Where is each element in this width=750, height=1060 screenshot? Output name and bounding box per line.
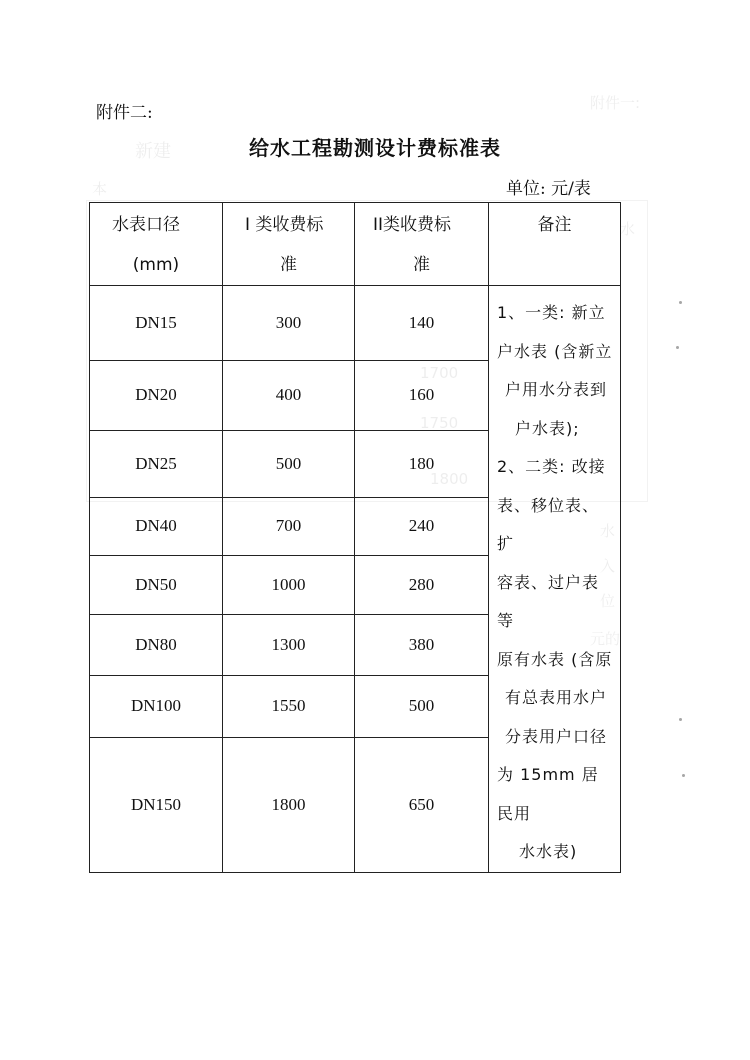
cell-diameter: DN50 (90, 556, 223, 615)
cell-class1-fee: 700 (223, 497, 355, 556)
header-class2-label-cont: 准 (413, 255, 430, 275)
bleed-through-mark: 1700 (420, 364, 459, 382)
cell-class2-fee: 380 (355, 614, 489, 675)
scan-speck (679, 301, 682, 304)
header-class2 (355, 203, 489, 286)
cell-class1-fee: 400 (223, 360, 355, 430)
cell-class2-fee: 240 (355, 497, 489, 556)
cell-diameter: DN20 (90, 360, 223, 430)
header-class1-label: I 类收费标 (245, 215, 324, 235)
bleed-through-mark: 1750 (420, 414, 459, 432)
header-class1-label-cont: 准 (280, 255, 297, 275)
cell-class2-fee: 160 (355, 360, 489, 430)
remarks-line: 水水表) (519, 842, 578, 861)
cell-class1-fee: 1550 (223, 675, 355, 737)
cell-class2-fee: 180 (355, 430, 489, 497)
remarks-cell (489, 286, 621, 873)
attachment-label: 附件二: (96, 103, 153, 123)
bleed-through-mark: 附件一: (590, 94, 641, 112)
cell-class1-fee: 300 (223, 286, 355, 361)
cell-class2-fee: 650 (355, 737, 489, 872)
remarks-line: 容表、过户表等 (497, 572, 600, 630)
fee-standard-table (89, 202, 621, 873)
cell-diameter: DN100 (90, 675, 223, 737)
cell-class2-fee: 140 (355, 286, 489, 361)
bleed-through-mark: 本 (92, 180, 108, 198)
cell-class2-fee: 500 (355, 675, 489, 737)
document-title: 给水工程勘测设计费标准表 (249, 136, 501, 160)
bleed-through-mark: 新建 (135, 141, 171, 162)
remarks-line: 表、移位表、扩 (497, 495, 600, 553)
cell-diameter: DN15 (90, 286, 223, 361)
bleed-through-mark: 1800 (430, 470, 469, 488)
header-class2-label: II类收费标 (373, 215, 452, 235)
bleed-through-mark: 元的 (590, 630, 621, 648)
remarks-line: 有总表用水户 (505, 688, 608, 707)
cell-class2-fee: 280 (355, 556, 489, 615)
unit-label: 单位: 元/表 (506, 179, 591, 199)
scan-speck (679, 718, 682, 721)
remarks-line: 1、一类: 新立 (497, 303, 606, 322)
table-row (90, 286, 621, 361)
cell-diameter: DN150 (90, 737, 223, 872)
table-header-row (90, 203, 621, 286)
header-class1 (223, 203, 355, 286)
cell-class1-fee: 1800 (223, 737, 355, 872)
header-remarks (489, 203, 621, 286)
cell-diameter: DN25 (90, 430, 223, 497)
cell-class1-fee: 1300 (223, 614, 355, 675)
header-remarks-label: 备注 (537, 215, 572, 235)
bleed-through-mark: 入 (600, 557, 616, 575)
remarks-line: 分表用户口径 (505, 726, 608, 746)
remarks-line: 为 15mm 居民用 (497, 765, 599, 823)
remarks-line: 户水表); (515, 418, 580, 438)
header-diameter-label: 水表口径 (112, 215, 180, 235)
cell-class1-fee: 1000 (223, 556, 355, 615)
scan-speck (676, 346, 679, 349)
bleed-through-mark: 水 (620, 220, 636, 238)
cell-class1-fee: 500 (223, 430, 355, 497)
remarks-line: 户用水分表到 (505, 380, 608, 399)
header-diameter-unit: (mm) (132, 255, 180, 275)
bleed-through-mark: 位 (600, 592, 616, 610)
remarks-line: 户水表 (含新立 (497, 341, 613, 361)
cell-diameter: DN40 (90, 497, 223, 556)
remarks-line: 2、二类: 改接 (497, 457, 606, 476)
remarks-line: 原有水表 (含原 (497, 649, 613, 669)
scan-speck (682, 774, 685, 777)
header-diameter (90, 203, 223, 286)
bleed-through-mark: 水 (600, 522, 616, 540)
cell-diameter: DN80 (90, 614, 223, 675)
